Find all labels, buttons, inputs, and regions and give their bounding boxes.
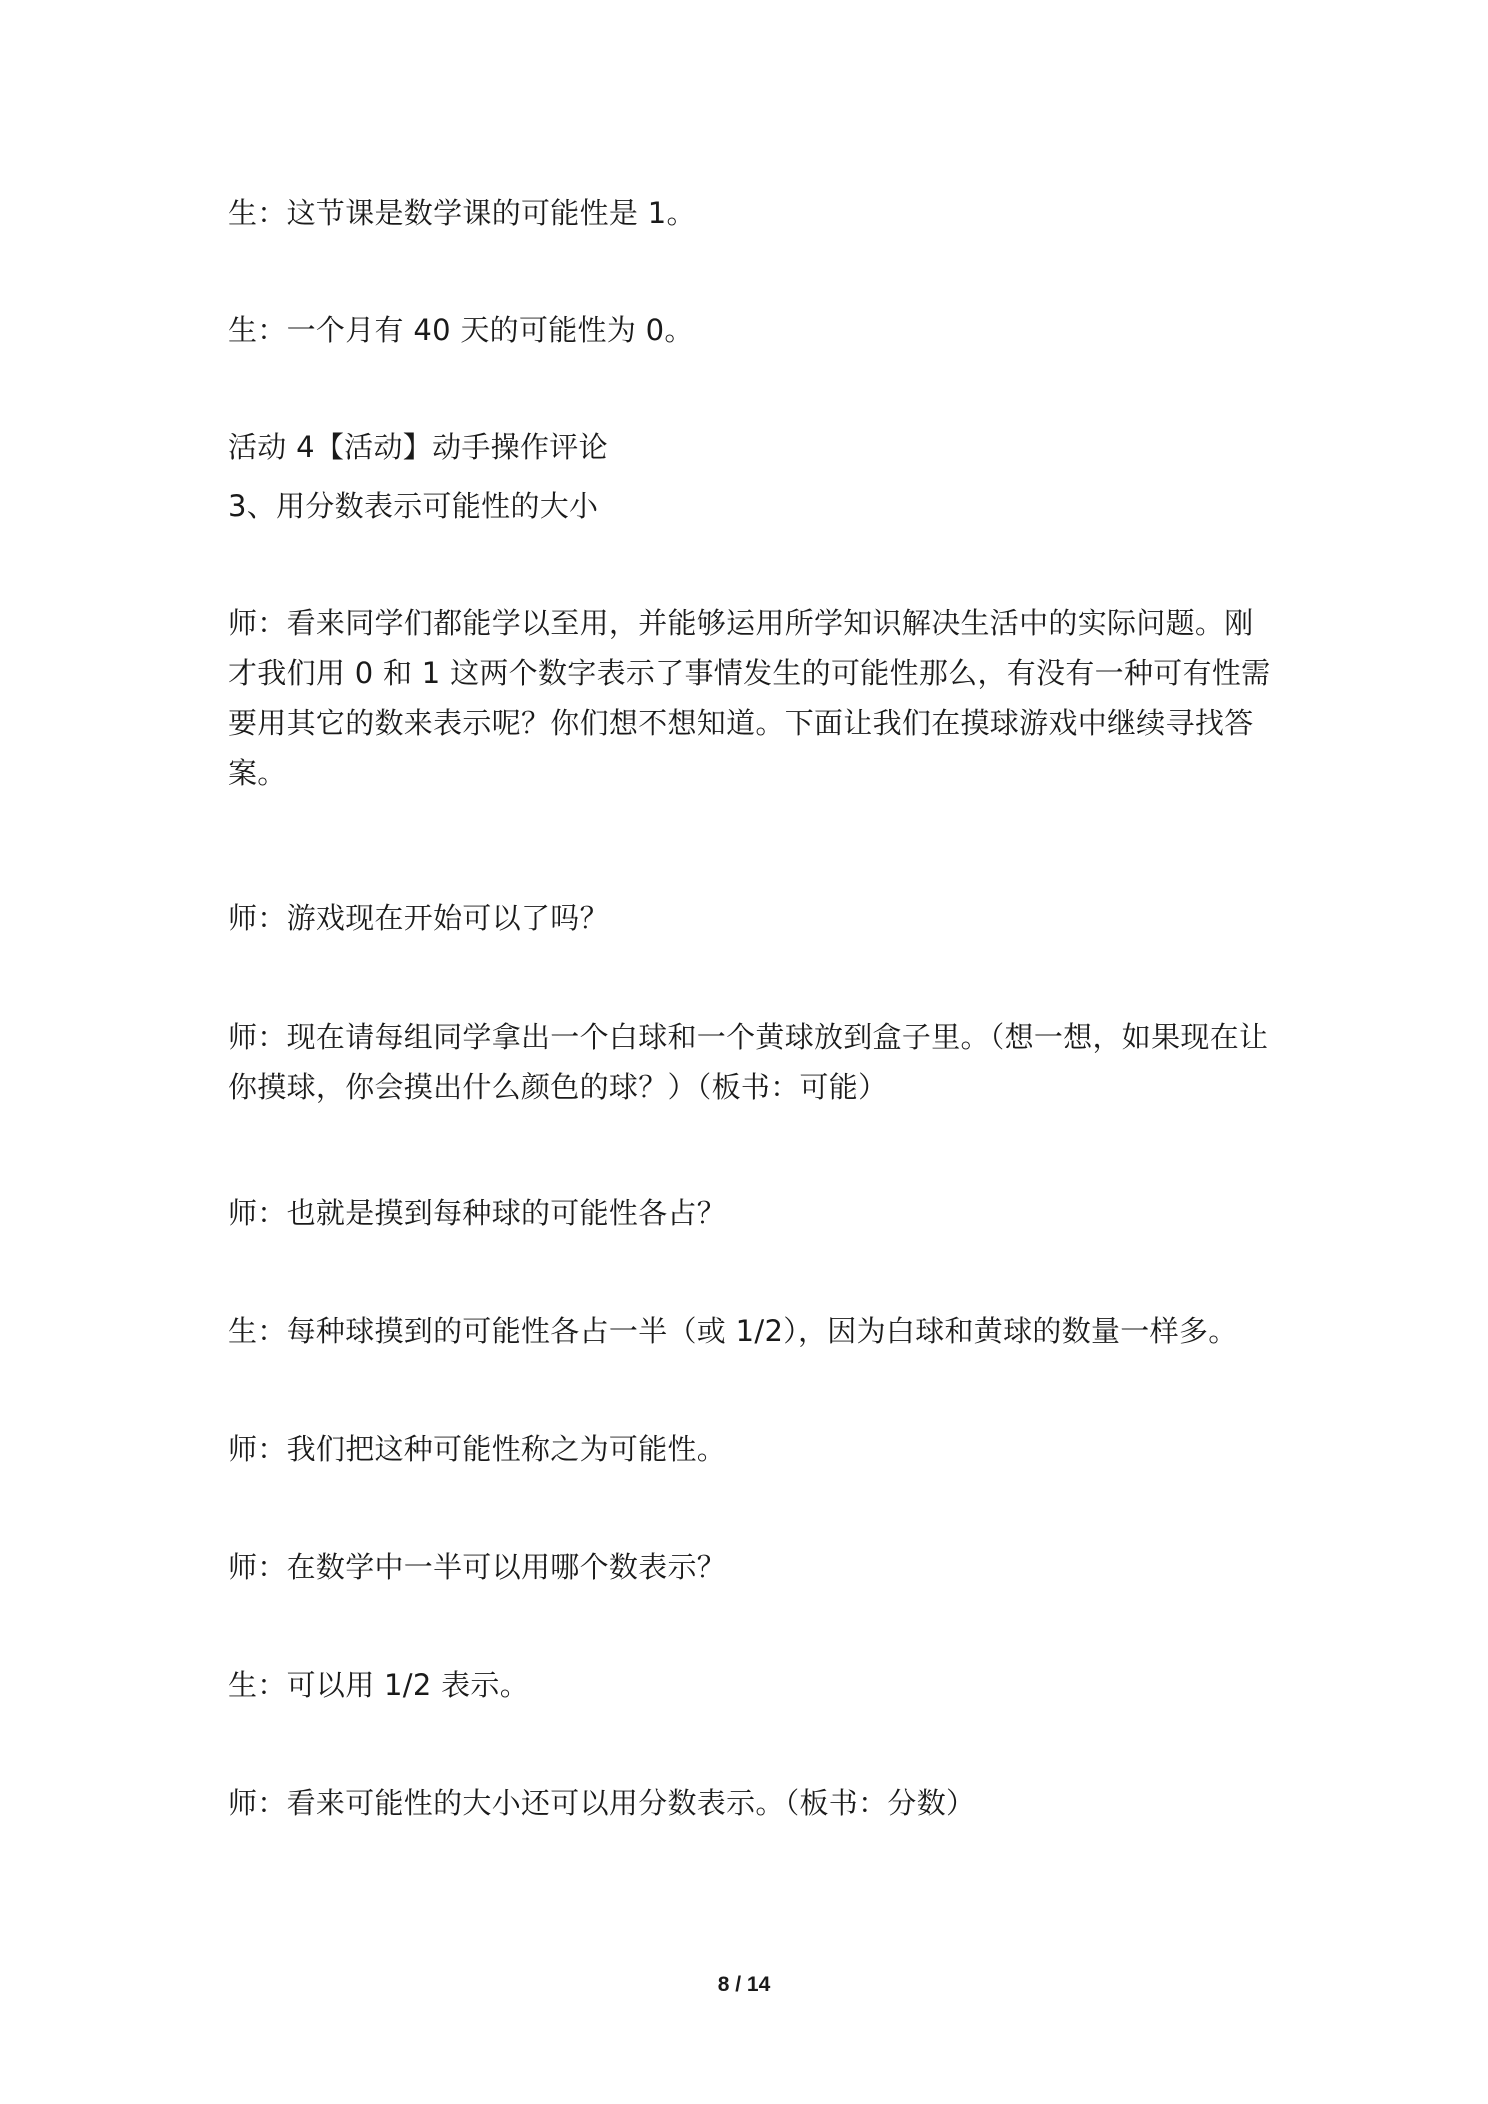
paragraph-1: 生：这节课是数学课的可能性是 1。: [228, 196, 696, 230]
paragraph-teacher-conclusion: 师：看来可能性的大小还可以用分数表示。（板书：分数）: [228, 1786, 976, 1820]
activity-heading: 活动 4【活动】动手操作评论: [228, 430, 608, 464]
paragraph-student-half: 生：每种球摸到的可能性各占一半（或 1/2），因为白球和黄球的数量一样多。: [228, 1314, 1238, 1348]
paragraph-teacher-game: 师：游戏现在开始可以了吗？: [228, 901, 609, 935]
section-heading: 3、用分数表示可能性的大小: [228, 489, 599, 523]
paragraph-teacher-balls: 师：现在请每组同学拿出一个白球和一个黄球放到盒子里。（想一想，如果现在让你摸球，你会摸出什么颜色的球？）（板书：可能）: [228, 1020, 1269, 1104]
paragraph-teacher-intro: 师：看来同学们都能学以至用，并能够运用所学知识解决生活中的实际问题。刚才我们用 0 和 1 这两个数字表示了事情发生的可能性那么，有没有一种可有性需要用其它的数来表示呢？你们想不想知道。下面让我们在摸球游戏中继续寻找答案。: [228, 606, 1271, 790]
paragraph-2: 生：一个月有 40 天的可能性为 0。: [228, 313, 694, 347]
paragraph-teacher-math: 师：在数学中一半可以用哪个数表示？: [228, 1550, 727, 1584]
page-number: 8 / 14: [717, 1973, 771, 1996]
paragraph-student-fraction: 生：可以用 1/2 表示。: [228, 1668, 530, 1702]
paragraph-teacher-name: 师：我们把这种可能性称之为可能性。: [228, 1432, 727, 1466]
paragraph-teacher-question: 师：也就是摸到每种球的可能性各占？: [228, 1196, 727, 1230]
